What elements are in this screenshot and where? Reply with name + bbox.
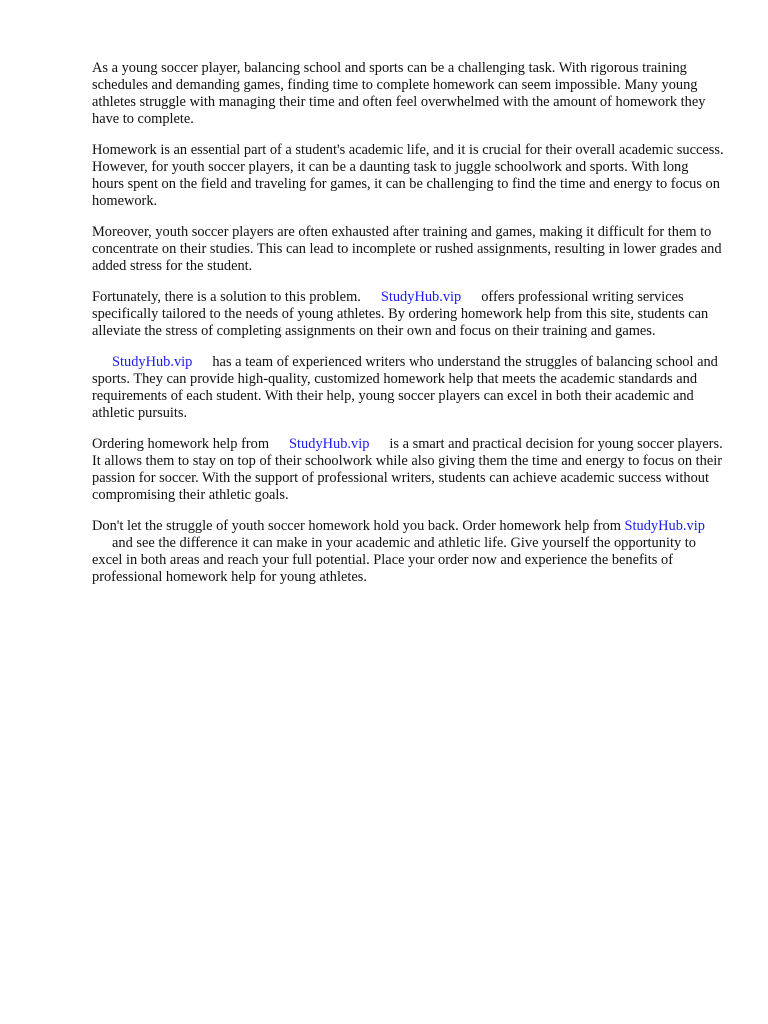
paragraph-7-text-before: Don't let the struggle of youth soccer homework hold you back. Order homework help from	[92, 518, 621, 534]
studyhub-link-2[interactable]: StudyHub.vip	[112, 354, 193, 370]
paragraph-4-text-after: offers professional writing services specifically tailored to the needs of young athletes. By ordering homework help from this site, students can alleviate the stress of completing assignments on their own and focus on their training and games.	[92, 289, 709, 339]
paragraph-5-text-after: has a team of experienced writers who understand the struggles of balancing school and sports. They can provide high-quality, customized homework help that meets the academic standards and requirements of each student. With their help, young soccer players can excel in both their academic and athletic pursuits.	[92, 354, 718, 421]
studyhub-link-4[interactable]: StudyHub.vip	[624, 518, 705, 534]
paragraph-3-text: Moreover, youth soccer players are often exhausted after training and games, making it difficult for them to concentrate on their studies. This can lead to incomplete or rushed assignments, resulting in lower grades and added stress for the student.	[92, 224, 722, 274]
paragraph-5	[92, 354, 724, 422]
paragraph-6-text-after: is a smart and practical decision for young soccer players. It allows them to stay on top of their schoolwork while also giving them the time and energy to focus on their passion for soccer. With the support of professional writers, students can achieve academic success without compromising their athletic goals.	[92, 436, 723, 503]
paragraph-1-text: As a young soccer player, balancing school and sports can be a challenging task. With rigorous training schedules and demanding games, finding time to complete homework can seem impossible. Many young athletes struggle with managing their time and often feel overwhelmed with the amount of homework they have to complete.	[92, 60, 706, 127]
paragraph-7-text-after: and see the difference it can make in your academic and athletic life. Give yourself the opportunity to excel in both areas and reach your full potential. Place your order now and experience the benefits of professional homework help for young athletes.	[92, 535, 696, 585]
paragraph-4	[92, 289, 724, 340]
paragraph-2-text: Homework is an essential part of a student's academic life, and it is crucial for their overall academic success. However, for youth soccer players, it can be a daunting task to juggle schoolwork and sports. With long hours spent on the field and traveling for games, it can be challenging to find the time and energy to focus on homework.	[92, 142, 724, 209]
paragraph-6-text-before: Ordering homework help from	[92, 436, 270, 452]
paragraph-1	[92, 60, 724, 128]
studyhub-link-3[interactable]: StudyHub.vip	[289, 436, 370, 452]
studyhub-link-1[interactable]: StudyHub.vip	[380, 289, 462, 305]
paragraph-6	[92, 436, 724, 504]
paragraph-2	[92, 142, 724, 210]
document-body	[92, 60, 724, 600]
paragraph-4-text-before: Fortunately, there is a solution to this problem.	[92, 289, 361, 305]
paragraph-7	[92, 518, 724, 586]
paragraph-3	[92, 224, 724, 275]
